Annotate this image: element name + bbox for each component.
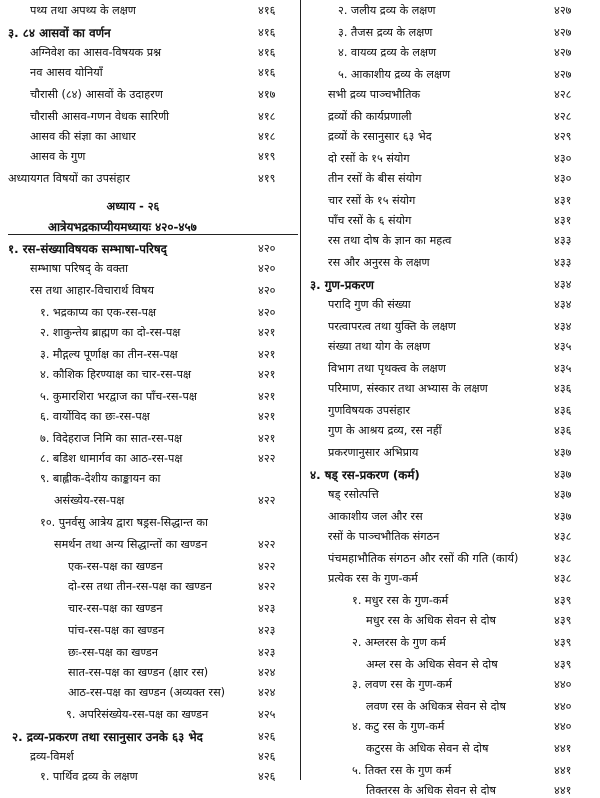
toc-entry-title: चौरासी (८४) आसवों के उदाहरण <box>30 88 163 101</box>
toc-entry-page: ४२१ <box>258 326 276 339</box>
toc-entry-page: ४२१ <box>258 390 276 403</box>
toc-entry <box>8 194 298 214</box>
toc-entry <box>306 228 594 248</box>
toc-entry <box>306 124 594 144</box>
toc-entry <box>8 300 298 320</box>
toc-entry-title: ४. षड् रस-प्रकरण (कर्म) <box>310 468 420 482</box>
toc-entry <box>306 672 594 692</box>
toc-entry-title: कटुरस के अधिक सेवन से दोष <box>366 742 489 755</box>
toc-entry-page: ४३१ <box>554 194 572 207</box>
toc-entry-page: ४३७ <box>554 446 572 459</box>
toc-entry <box>8 404 298 424</box>
toc-entry <box>306 714 594 734</box>
toc-entry <box>8 660 298 680</box>
toc-entry-page: ४२२ <box>258 538 276 551</box>
toc-entry <box>306 418 594 438</box>
toc-entry <box>306 188 594 208</box>
toc-entry-title: चौरासी आसव-गणन वेधक सारिणी <box>30 110 170 123</box>
toc-entry <box>8 618 298 638</box>
toc-entry-page: ४१६ <box>258 66 276 79</box>
toc-entry <box>306 104 594 124</box>
toc-entry-title: रस तथा आहार-विचारार्थ विषय <box>30 284 154 297</box>
toc-entry-page: ४२४ <box>258 686 276 699</box>
toc-entry-page: ४३० <box>554 152 572 165</box>
toc-entry <box>306 356 594 376</box>
toc-entry-page: ४२० <box>258 242 276 255</box>
toc-entry-page: ४२३ <box>258 646 276 659</box>
toc-entry-page: ४३८ <box>554 530 572 543</box>
toc-entry-page: ४२२ <box>258 494 276 507</box>
toc-entry <box>8 724 298 744</box>
toc-entry-page: ४३५ <box>554 362 572 375</box>
toc-entry-title: संख्या तथा योग के लक्षण <box>328 340 431 353</box>
toc-entry-page: ४२२ <box>258 452 276 465</box>
toc-entry <box>306 20 594 40</box>
toc-entry-title: द्रव्यों के रसानुसार ६३ भेद <box>328 130 432 143</box>
toc-entry <box>306 398 594 418</box>
toc-entry-title: ७. विदेहराज निमि का सात-रस-पक्ष <box>40 432 182 445</box>
toc-entry-title: २. द्रव्य-प्रकरण तथा रसानुसार उनके ६३ भेद <box>12 730 203 744</box>
toc-entry-title: अम्ल रस के अधिक सेवन से दोष <box>366 658 498 671</box>
toc-entry-page: ४१६ <box>258 26 276 39</box>
toc-entry <box>306 146 594 166</box>
toc-entry-title: षड् रसोत्पत्ति <box>328 488 379 501</box>
toc-entry-page: ४३९ <box>554 594 572 607</box>
toc-entry-page: ४१७ <box>258 88 276 101</box>
toc-entry <box>306 778 594 798</box>
toc-entry-page: ४१९ <box>258 172 276 185</box>
toc-entry-title: २. शाकुन्तेय ब्राह्मण का दो-रस-पक्ष <box>40 326 181 339</box>
toc-entry-page: ४२५ <box>258 708 276 721</box>
column-divider <box>300 0 301 780</box>
toc-entry <box>8 554 298 574</box>
toc-entry-title: आकाशीय जल और रस <box>328 510 423 523</box>
toc-entry <box>306 736 594 756</box>
toc-entry-page: ४३९ <box>554 658 572 671</box>
toc-entry-title: पंचमहाभौतिक संगठन और रसों की गति (कार्य) <box>328 552 519 565</box>
toc-entry-page: ४३३ <box>554 234 572 247</box>
toc-entry-title: प्रकरणानुसार अभिप्राय <box>328 446 419 459</box>
toc-entry <box>306 62 594 82</box>
toc-entry-title: अग्निवेश का आसव-विषयक प्रश्न <box>30 46 161 59</box>
toc-entry-page: ४३० <box>554 172 572 185</box>
toc-entry-page: ४३६ <box>554 404 572 417</box>
toc-entry-title: लवण रस के अधिकत्र सेवन से दोष <box>366 700 506 713</box>
toc-entry-page: ४२० <box>258 284 276 297</box>
toc-entry <box>8 488 298 508</box>
toc-entry <box>306 272 594 292</box>
toc-entry-page: ४४० <box>554 700 572 713</box>
toc-entry <box>306 758 594 778</box>
toc-entry-page: ४३९ <box>554 636 572 649</box>
toc-entry-title: गुणविषयक उपसंहार <box>328 404 411 417</box>
toc-entry-title: तीन रसों के बीस संयोग <box>328 172 422 185</box>
toc-entry-title: अध्याय - २६ <box>106 200 160 213</box>
toc-entry <box>8 0 298 18</box>
toc-entry-title: ६. वार्योविद का छः-रस-पक्ष <box>40 410 150 423</box>
toc-entry <box>8 166 298 186</box>
toc-entry-title: छः-रस-पक्ष का खण्डन <box>68 646 158 659</box>
toc-entry <box>8 362 298 382</box>
toc-entry-page: ४३८ <box>554 572 572 585</box>
toc-entry <box>8 744 298 764</box>
toc-entry <box>8 60 298 80</box>
toc-entry-page: ४३६ <box>554 382 572 395</box>
toc-entry-page: ४२६ <box>258 730 276 743</box>
toc-entry <box>306 588 594 608</box>
toc-entry-title: पथ्य तथा अपथ्य के लक्षण <box>30 4 136 17</box>
toc-entry <box>8 20 298 40</box>
toc-entry-page: ४२७ <box>554 26 572 39</box>
toc-entry <box>306 40 594 60</box>
toc-entry <box>8 466 298 486</box>
toc-entry-title: द्रव्यों की कार्यप्रणाली <box>328 110 412 123</box>
toc-entry-title: १. मधुर रस के गुण-कर्म <box>352 594 449 607</box>
toc-entry <box>8 384 298 404</box>
toc-entry <box>8 144 298 164</box>
toc-entry-title: अध्यायगत विषयों का उपसंहार <box>8 172 130 185</box>
toc-entry <box>306 82 594 102</box>
toc-entry-title: चार-रस-पक्ष का खण्डन <box>68 602 163 615</box>
toc-entry-page: ४३६ <box>554 424 572 437</box>
toc-entry <box>306 376 594 396</box>
toc-entry-title: रसों के पाञ्चभौतिक संगठन <box>328 530 440 543</box>
toc-entry-page: ४३४ <box>554 298 572 311</box>
toc-entry-title: आठ-रस-पक्ष का खण्डन (अव्यक्त रस) <box>68 686 225 699</box>
toc-entry <box>8 596 298 616</box>
toc-entry <box>306 334 594 354</box>
toc-entry <box>306 314 594 334</box>
toc-entry-title: सात-रस-पक्ष का खण्डन (क्षार रस) <box>68 666 209 679</box>
toc-entry-title: परिमाण, संस्कार तथा अभ्यास के लक्षण <box>328 382 488 395</box>
toc-entry-title: पांच-रस-पक्ष का खण्डन <box>68 624 165 637</box>
toc-entry-title: आसव की संज्ञा का आधार <box>30 130 136 143</box>
toc-entry-title: ४. कौशिक हिरण्याक्ष का चार-रस-पक्ष <box>40 368 191 381</box>
toc-entry-title: ९. बाह्लीक-देशीय काङ्कायन का <box>40 472 161 485</box>
toc-entry <box>8 640 298 660</box>
toc-entry-title: विभाग तथा पृथक्त्व के लक्षण <box>328 362 446 375</box>
toc-entry <box>8 82 298 102</box>
toc-entry <box>8 104 298 124</box>
toc-entry <box>306 482 594 502</box>
toc-entry-page: ४२६ <box>258 750 276 763</box>
toc-entry-title: मधुर रस के अधिक सेवन से दोष <box>366 614 496 627</box>
toc-entry-title: २. अम्लरस के गुण कर्म <box>352 636 446 649</box>
toc-entry-page: ४२९ <box>554 130 572 143</box>
toc-entry-page: ४३९ <box>554 614 572 627</box>
toc-entry <box>8 236 298 256</box>
toc-entry <box>306 166 594 186</box>
toc-entry-title: ५. कुमारशिरा भरद्वाज का पाँच-रस-पक्ष <box>40 390 197 403</box>
toc-entry-page: ४२१ <box>258 432 276 445</box>
toc-entry <box>8 214 298 235</box>
toc-entry-page: ४२६ <box>258 770 276 783</box>
toc-entry-title: ३. ८४ आसवों का वर्णन <box>8 26 111 40</box>
toc-entry-page: ४१८ <box>258 130 276 143</box>
toc-entry <box>8 124 298 144</box>
toc-entry-page: ४३१ <box>554 214 572 227</box>
toc-entry-title: एक-रस-पक्ष का खण्डन <box>68 560 163 573</box>
toc-entry <box>8 40 298 60</box>
toc-entry-title: समर्थन तथा अन्य सिद्धान्तों का खण्डन <box>54 538 208 551</box>
toc-entry <box>8 320 298 340</box>
toc-entry-page: ४२२ <box>258 560 276 573</box>
toc-entry-page: ४२१ <box>258 368 276 381</box>
toc-entry <box>8 574 298 594</box>
toc-entry <box>306 250 594 270</box>
toc-entry-page: ४२८ <box>554 88 572 101</box>
toc-entry <box>306 652 594 672</box>
toc-entry <box>8 510 298 530</box>
toc-entry <box>8 532 298 552</box>
toc-entry <box>306 504 594 524</box>
toc-entry-page: ४२१ <box>258 348 276 361</box>
toc-entry-title: सम्भाषा परिषद् के वक्ता <box>30 262 129 275</box>
toc-entry-page: ४२७ <box>554 4 572 17</box>
toc-entry-title: दो रसों के १५ संयोग <box>328 152 410 165</box>
toc-entry <box>8 702 298 722</box>
toc-entry-title: द्रव्य-विमर्श <box>30 750 74 763</box>
toc-entry-title: ५. तिक्त रस के गुण कर्म <box>352 764 452 777</box>
toc-entry-page: ४४१ <box>554 784 572 797</box>
toc-entry <box>306 566 594 586</box>
toc-entry-title: रस और अनुरस के लक्षण <box>328 256 430 269</box>
toc-entry-page: ४३५ <box>554 340 572 353</box>
toc-entry <box>8 764 298 784</box>
toc-entry-title: ३. तैजस द्रव्य के लक्षण <box>338 26 433 39</box>
toc-entry-page: ४२० <box>258 262 276 275</box>
toc-entry-title: सभी द्रव्य पाञ्चभौतिक <box>328 88 421 101</box>
toc-entry <box>8 446 298 466</box>
toc-entry-page: ४२४ <box>258 666 276 679</box>
toc-entry-page: ४३८ <box>554 552 572 565</box>
toc-entry-page: ४२३ <box>258 624 276 637</box>
toc-entry-title: आसव के गुण <box>30 150 86 163</box>
toc-entry-title: परत्वापरत्व तथा युक्ति के लक्षण <box>328 320 456 333</box>
toc-entry <box>306 608 594 628</box>
toc-entry-title: आत्रेयभद्रकाप्यीयमध्यायः ४२०-४५७ <box>48 220 197 234</box>
toc-entry-page: ४४१ <box>554 764 572 777</box>
toc-entry-title: गुण के आश्रय द्रव्य, रस नहीं <box>328 424 442 437</box>
toc-entry-page: ४३३ <box>554 256 572 269</box>
toc-entry-title: असंख्येय-रस-पक्ष <box>54 494 125 507</box>
toc-entry-page: ४२३ <box>258 602 276 615</box>
toc-entry-title: ४. कटु रस के गुण-कर्म <box>352 720 445 733</box>
toc-entry-page: ४१६ <box>258 46 276 59</box>
toc-entry-title: २. जलीय द्रव्य के लक्षण <box>338 4 436 17</box>
toc-entry-page: ४३७ <box>554 488 572 501</box>
toc-entry-title: रस तथा दोष के ज्ञान का महत्व <box>328 234 452 247</box>
toc-entry-page: ४४१ <box>554 742 572 755</box>
toc-entry <box>306 292 594 312</box>
toc-entry-page: ४२७ <box>554 68 572 81</box>
toc-entry-page: ४२७ <box>554 46 572 59</box>
toc-entry <box>8 426 298 446</box>
toc-entry-page: ४४० <box>554 678 572 691</box>
toc-entry <box>306 462 594 482</box>
toc-entry <box>306 546 594 566</box>
toc-entry-title: ८. बडिश धामार्गव का आठ-रस-पक्ष <box>40 452 183 465</box>
toc-entry-page: ४२८ <box>554 110 572 123</box>
toc-entry-title: १. पार्थिव द्रव्य के लक्षण <box>40 770 138 783</box>
toc-entry-page: ४३४ <box>554 278 572 291</box>
toc-entry-title: ५. आकाशीय द्रव्य के लक्षण <box>338 68 451 81</box>
toc-entry-page: ४२१ <box>258 410 276 423</box>
toc-entry <box>8 278 298 298</box>
toc-entry-title: ३. मौद्गल्य पूर्णाक्ष का तीन-रस-पक्ष <box>40 348 178 361</box>
toc-entry-page: ४४० <box>554 720 572 733</box>
toc-entry-title: तिक्तरस के अधिक सेवन से दोष <box>366 784 496 797</box>
toc-entry-page: ४३७ <box>554 510 572 523</box>
toc-entry <box>8 680 298 700</box>
toc-entry <box>306 0 594 18</box>
toc-entry <box>306 694 594 714</box>
toc-entry-title: १०. पुनर्वसु आत्रेय द्वारा षड्रस-सिद्धान्त का <box>40 516 208 529</box>
toc-entry-title: ३. लवण रस के गुण-कर्म <box>352 678 452 691</box>
toc-entry-title: ३. गुण-प्रकरण <box>310 278 374 292</box>
toc-entry-title: परादि गुण की संख्या <box>328 298 411 311</box>
toc-entry <box>306 524 594 544</box>
toc-entry <box>306 208 594 228</box>
toc-entry-page: ४३७ <box>554 468 572 481</box>
toc-entry-page: ४३४ <box>554 320 572 333</box>
toc-entry-title: ४. वायव्य द्रव्य के लक्षण <box>338 46 437 59</box>
toc-entry-title: पाँच रसों के ६ संयोग <box>328 214 412 227</box>
toc-entry-title: १. भद्रकाप्य का एक-रस-पक्ष <box>40 306 157 319</box>
toc-entry-page: ४२० <box>258 306 276 319</box>
toc-entry <box>306 630 594 650</box>
toc-entry <box>8 256 298 276</box>
toc-entry-title: प्रत्येक रस के गुण-कर्म <box>328 572 418 585</box>
toc-entry-title: चार रसों के १५ संयोग <box>328 194 416 207</box>
toc-entry <box>306 440 594 460</box>
toc-entry-page: ४१६ <box>258 4 276 17</box>
toc-entry-title: नव आसव योनियाँ <box>30 66 103 79</box>
toc-entry-title: ९. अपरिसंख्येय-रस-पक्ष का खण्डन <box>66 708 209 721</box>
toc-entry <box>8 342 298 362</box>
toc-entry-title: १. रस-संख्याविषयक सम्भाषा-परिषद् <box>8 242 167 256</box>
toc-entry-page: ४२२ <box>258 580 276 593</box>
toc-entry-page: ४१९ <box>258 150 276 163</box>
toc-entry-title: दो-रस तथा तीन-रस-पक्ष का खण्डन <box>68 580 212 593</box>
toc-entry-page: ४१८ <box>258 110 276 123</box>
